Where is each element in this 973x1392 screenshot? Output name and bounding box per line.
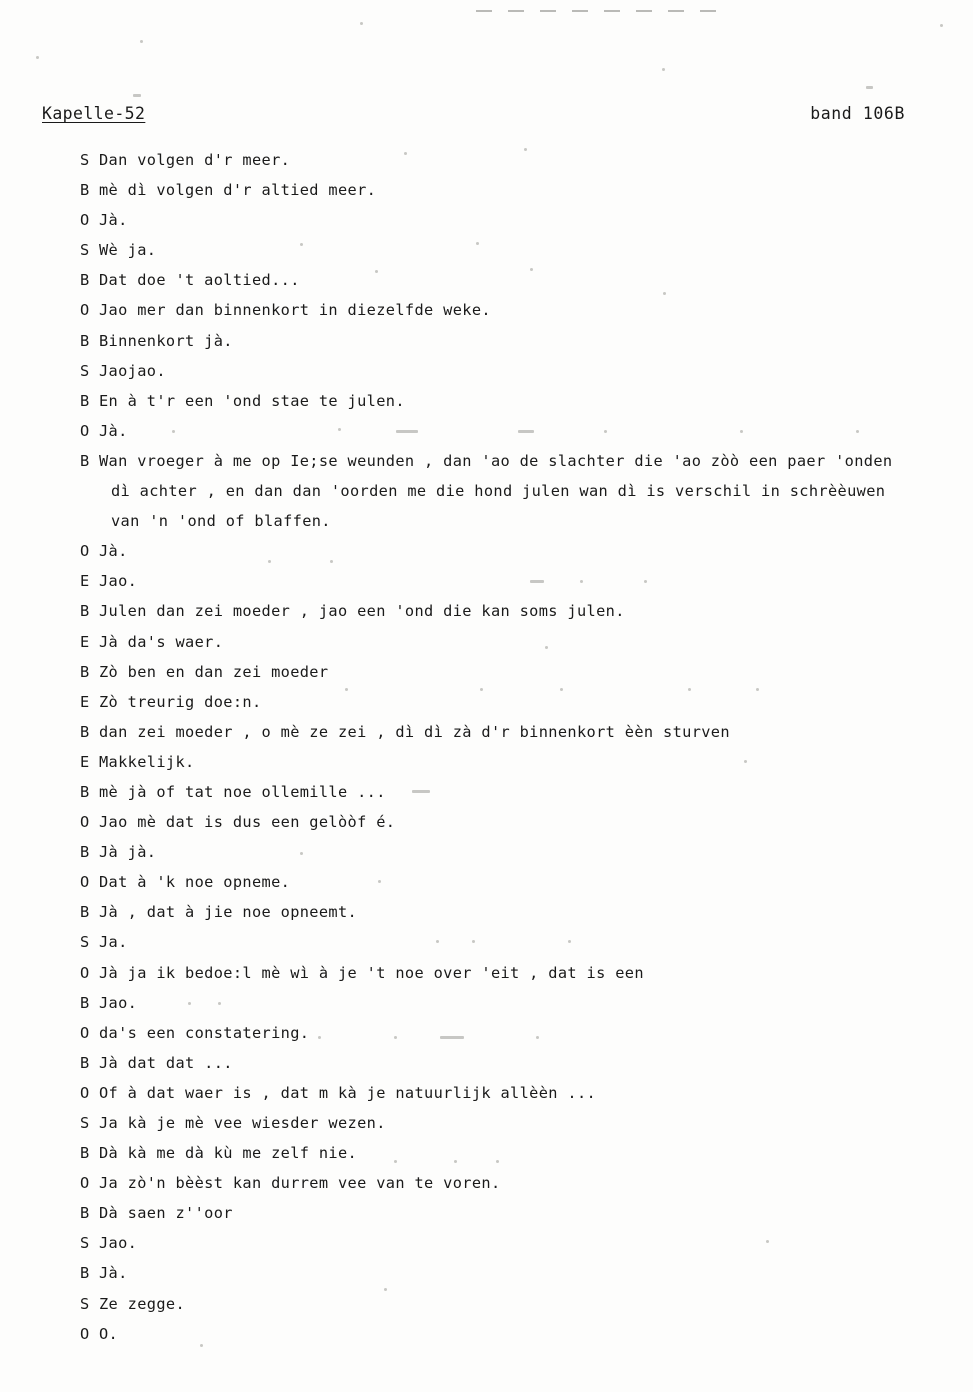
utterance-text: Wan vroeger à me op Ie;se weunden , dan 'ao de slachter die 'ao zòò een paer 'onden [99,451,893,470]
utterance-text: Makkelijk. [99,752,195,771]
speaker-label: O [80,1083,90,1102]
scan-artifact [540,10,556,12]
document-id: Kapelle-52 [42,104,146,123]
transcript-line [80,1018,933,1048]
utterance-text: Jà , dat à jie noe opneemt. [99,903,358,922]
speaker-label: B [80,1204,90,1223]
speaker-label: B [80,181,90,200]
transcript-line [80,717,933,747]
band-label: band 106B [810,104,905,123]
speaker-label: B [80,602,90,621]
transcript-line [80,1048,933,1078]
transcript-line [80,988,933,1018]
transcript-line [80,1108,933,1138]
speaker-label: E [80,572,90,591]
transcript-line [80,867,933,897]
speaker-label: S [80,361,90,380]
utterance-text: Jao mè dat is dus een gelòòf é. [99,813,396,832]
scan-artifact [700,10,716,12]
speaker-label: B [80,1144,90,1163]
transcript-line [80,627,933,657]
transcript-line-continuation [80,506,933,536]
scan-artifact [604,10,620,12]
utterance-text: Ja zò'n bèèst kan durrem vee van te voren. [99,1174,501,1193]
scan-artifact [668,10,684,12]
utterance-text: Jà. [99,421,128,440]
speaker-label: O [80,1174,90,1193]
scan-speck [866,86,873,89]
transcript-line [80,687,933,717]
utterance-text: Ja. [99,933,128,952]
speaker-label: B [80,993,90,1012]
utterance-text: van 'n 'ond of blaffen. [111,512,331,531]
utterance-text: Binnenkort jà. [99,331,233,350]
utterance-text: Dan volgen d'r meer. [99,151,291,169]
scan-speck [140,40,143,43]
scan-artifact [636,10,652,12]
speaker-label: O [80,211,90,230]
utterance-text: Dat doe 't aoltied... [99,271,300,290]
utterance-text: mè jà of tat noe ollemille ... [99,782,386,801]
transcript-line [80,265,933,295]
utterance-text: Wè ja. [99,241,157,260]
speaker-label: B [80,1053,90,1072]
speaker-label: B [80,1264,90,1283]
speaker-label: B [80,391,90,410]
utterance-text: Julen dan zei moeder , jao een 'ond die kan soms julen. [99,602,625,621]
speaker-label: O [80,542,90,561]
transcript-line [80,175,933,205]
scan-speck [360,22,363,25]
speaker-label: E [80,752,90,771]
transcript-line [80,1078,933,1108]
utterance-text: Ja kà je mè vee wiesder wezen. [99,1114,386,1132]
transcript-line [80,1319,933,1349]
speaker-label: S [80,1294,90,1313]
transcript-line [80,145,933,175]
utterance-text: Zò treurig doe:n. [99,692,262,711]
utterance-text: O. [99,1324,119,1343]
speaker-label: S [80,1114,90,1132]
transcript-line [80,235,933,265]
speaker-label: O [80,963,90,982]
scan-speck [940,24,943,27]
speaker-label: S [80,933,90,952]
transcript-line [80,446,933,476]
transcript-line [80,596,933,626]
transcript-line [80,927,933,957]
utterance-text: Jà. [99,211,128,230]
utterance-text: Jaojao. [99,361,166,380]
scan-artifact [508,10,524,12]
utterance-text: Jà ja ik bedoe:l mè wì à je 't noe over 'eit , dat is een [99,963,644,982]
utterance-text: Ze zegge. [99,1294,186,1313]
utterance-text: Jà jà. [99,843,157,862]
utterance-text: Dat à 'k noe opneme. [99,873,291,892]
transcript-line [80,356,933,386]
transcript-line [80,536,933,566]
speaker-label: B [80,331,90,350]
scan-speck [36,56,39,59]
speaker-label: O [80,301,90,320]
transcript-line [80,386,933,416]
transcript-line [80,807,933,837]
transcript-line [80,1198,933,1228]
utterance-text: Jà dat dat ... [99,1053,233,1072]
speaker-label: O [80,421,90,440]
utterance-text: En à t'r een 'ond stae te julen. [99,391,405,410]
scan-speck [133,94,141,97]
speaker-label: B [80,903,90,922]
speaker-label: B [80,662,90,681]
transcript-line [80,958,933,988]
utterance-text: Dà kà me dà kù me zelf nie. [99,1144,358,1163]
page-header [42,104,905,123]
transcript-body [80,145,933,1349]
transcript-line [80,1138,933,1168]
transcript-line [80,1289,933,1319]
utterance-text: da's een constatering. [99,1023,310,1042]
speaker-label: B [80,271,90,290]
speaker-label: O [80,1324,90,1343]
utterance-text: Jà da's waer. [99,632,224,651]
speaker-label: E [80,632,90,651]
speaker-label: O [80,873,90,892]
speaker-label: B [80,451,90,470]
transcript-line [80,837,933,867]
transcript-line [80,205,933,235]
transcript-line [80,777,933,807]
scan-speck [662,68,665,71]
transcript-line [80,897,933,927]
transcript-line [80,1228,933,1258]
transcript-line [80,566,933,596]
speaker-label: O [80,1023,90,1042]
utterance-text: Jao. [99,1234,138,1253]
speaker-label: B [80,722,90,741]
transcript-line [80,1168,933,1198]
scan-artifact [572,10,588,12]
utterance-text: Dà saen z''oor [99,1204,233,1223]
transcript-line [80,416,933,446]
utterance-text: Zò ben en dan zei moeder [99,662,329,681]
utterance-text: dan zei moeder , o mè ze zei , dì dì zà d'r binnenkort èèn sturven [99,722,730,741]
speaker-label: S [80,241,90,260]
utterance-text: dì achter , en dan dan 'oorden me die hond julen wan dì is verschil in schrèèuwen [111,482,886,501]
utterance-text: Of à dat waer is , dat m kà je natuurlijk allèèn ... [99,1083,597,1102]
transcript-line-continuation [80,476,933,506]
utterance-text: Jà. [99,1264,128,1283]
utterance-text: Jao mer dan binnenkort in diezelfde weke. [99,301,491,320]
transcript-line [80,295,933,325]
speaker-label: S [80,1234,90,1253]
transcript-line [80,1258,933,1288]
transcript-line [80,657,933,687]
speaker-label: B [80,843,90,862]
speaker-label: E [80,692,90,711]
utterance-text: Jao. [99,572,138,591]
utterance-text: Jao. [99,993,138,1012]
speaker-label: O [80,813,90,832]
speaker-label: S [80,151,90,169]
speaker-label: B [80,782,90,801]
scan-artifact [476,10,492,12]
transcript-line [80,747,933,777]
transcript-line [80,326,933,356]
utterance-text: mè dì volgen d'r altied meer. [99,181,377,200]
utterance-text: Jà. [99,542,128,561]
